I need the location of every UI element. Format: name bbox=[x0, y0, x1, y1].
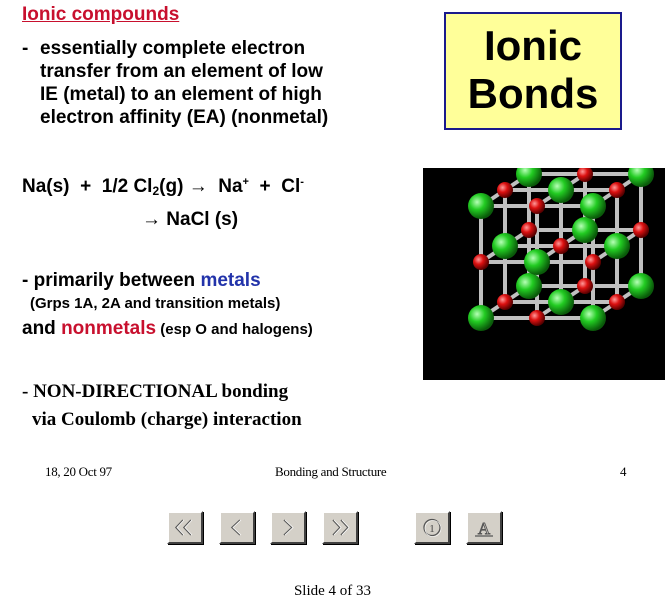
chloride-ion bbox=[516, 168, 542, 187]
previous-slide-button[interactable] bbox=[219, 511, 255, 544]
bullet-line: electron affinity (EA) (nonmetal) bbox=[40, 107, 329, 128]
eq-half-cl: 1/2 Cl bbox=[101, 176, 153, 197]
eq-na: Na(s) bbox=[22, 176, 70, 197]
eq-arrow: → bbox=[188, 176, 208, 197]
bullet2-suffix: (esp O and halogens) bbox=[156, 321, 313, 338]
slide-index-glyph: 1 bbox=[429, 523, 435, 535]
title-line-bonds: Bonds bbox=[467, 70, 599, 117]
text-view-icon bbox=[468, 513, 500, 542]
nacl-lattice-icon bbox=[423, 168, 665, 380]
chloride-ion bbox=[516, 273, 542, 299]
bullet2-and: and bbox=[22, 318, 62, 339]
eq-gas: (g) bbox=[159, 176, 184, 197]
title-line-ionic: Ionic bbox=[483, 22, 582, 69]
first-slide-button[interactable] bbox=[167, 511, 203, 544]
last-slide-button[interactable] bbox=[322, 511, 358, 544]
eq-subscript: 2 bbox=[152, 184, 160, 198]
sodium-ion bbox=[577, 278, 593, 294]
bullet-non-directional bbox=[22, 378, 302, 434]
bullet-dash: - bbox=[22, 38, 29, 59]
chloride-ion bbox=[524, 249, 550, 275]
sodium-ion bbox=[497, 294, 513, 310]
sodium-ion bbox=[529, 198, 545, 214]
chloride-ion bbox=[548, 177, 574, 203]
bullet-text bbox=[40, 37, 328, 129]
slide-index-icon bbox=[416, 513, 448, 542]
sodium-ion bbox=[633, 222, 649, 238]
bullet-line: IE (metal) to an element of high bbox=[40, 84, 322, 105]
next-slide-icon bbox=[272, 513, 304, 542]
footer-title: Bonding and Structure bbox=[275, 464, 387, 479]
slide-index-button[interactable] bbox=[414, 511, 450, 544]
bullet2-prefix: - primarily between bbox=[22, 270, 201, 291]
slide-counter: Slide 4 of 33 bbox=[293, 583, 372, 599]
chloride-ion bbox=[580, 305, 606, 331]
previous-slide-icon bbox=[221, 513, 253, 542]
chloride-ion bbox=[492, 233, 518, 259]
nonmetals-term: nonmetals bbox=[61, 318, 157, 339]
text-view-glyph: A bbox=[477, 519, 491, 538]
sodium-ion bbox=[473, 254, 489, 270]
chloride-ion bbox=[548, 289, 574, 315]
eq-cl-ion: Cl bbox=[281, 176, 301, 197]
first-slide-icon bbox=[169, 513, 201, 542]
sodium-ion bbox=[497, 182, 513, 198]
chloride-ion bbox=[604, 233, 630, 259]
bullet-metals-nonmetals bbox=[22, 270, 261, 292]
eq-minus-charge: - bbox=[300, 176, 304, 188]
sodium-ion bbox=[609, 182, 625, 198]
eq-plus-charge: + bbox=[242, 176, 249, 188]
chloride-ion bbox=[628, 168, 654, 187]
bullet2-groups: (Grps 1A, 2A and transition metals) bbox=[30, 295, 281, 312]
sodium-ion bbox=[529, 310, 545, 326]
eq-plus: + bbox=[80, 176, 92, 197]
sodium-ion bbox=[521, 222, 537, 238]
reaction-equation bbox=[22, 176, 304, 198]
footer-page-number: 4 bbox=[620, 464, 627, 479]
metals-term: metals bbox=[200, 270, 261, 291]
chloride-ion bbox=[580, 193, 606, 219]
footer-date: 18, 20 Oct 97 bbox=[45, 464, 112, 479]
eq-na-ion: Na bbox=[218, 176, 243, 197]
bullet3-line1: - NON-DIRECTIONAL bonding bbox=[22, 381, 289, 402]
chloride-ion bbox=[572, 217, 598, 243]
nacl-lattice-image bbox=[423, 168, 665, 380]
bullet3-line2: via Coulomb (charge) interaction bbox=[32, 409, 302, 430]
chloride-ion bbox=[628, 273, 654, 299]
next-slide-button[interactable] bbox=[270, 511, 306, 544]
reaction-product: → NaCl (s) bbox=[142, 209, 239, 230]
bullet-line: transfer from an element of low bbox=[40, 61, 323, 82]
bullet2-nonmetals-line bbox=[22, 318, 313, 340]
slide-title-box bbox=[444, 12, 622, 130]
section-heading: Ionic compounds bbox=[22, 4, 180, 25]
sodium-ion bbox=[553, 238, 569, 254]
sodium-ion bbox=[585, 254, 601, 270]
text-view-button[interactable] bbox=[466, 511, 502, 544]
bullet-line: essentially complete electron bbox=[40, 38, 306, 59]
eq-plus: + bbox=[259, 176, 271, 197]
last-slide-icon bbox=[324, 513, 356, 542]
chloride-ion bbox=[468, 305, 494, 331]
sodium-ion bbox=[609, 294, 625, 310]
chloride-ion bbox=[468, 193, 494, 219]
